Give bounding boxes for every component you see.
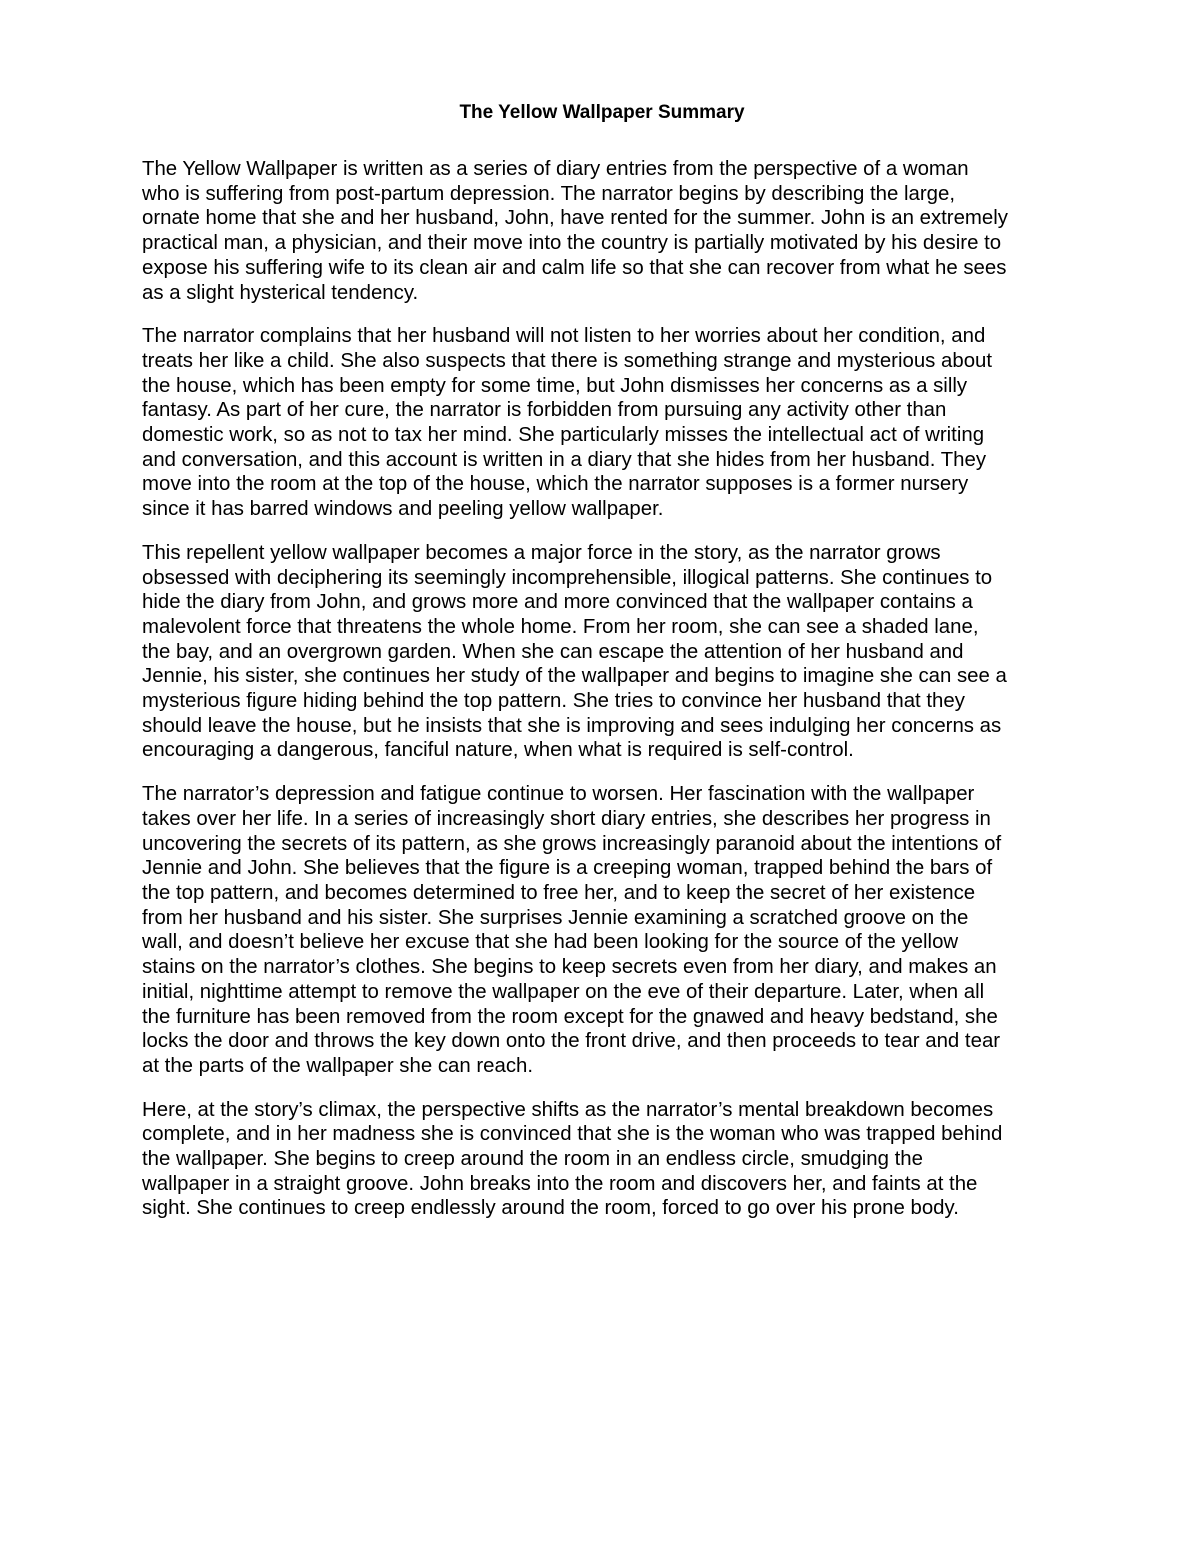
text-line: sight. She continues to creep endlessly around the room, forced to go over his prone body. xyxy=(142,1197,959,1220)
text-line: expose his suffering wife to its clean air and calm life so that she can recover from what he sees xyxy=(142,256,1007,279)
text-line: the wallpaper. She begins to creep around the room in an endless circle, smudging the xyxy=(142,1148,923,1171)
text-line: practical man, a physician, and their move into the country is partially motivated by his desire to xyxy=(142,232,1002,255)
text-line: complete, and in her madness she is convinced that she is the woman who was trapped behind xyxy=(142,1123,1003,1146)
text-line: This repellent yellow wallpaper becomes a major force in the story, as the narrator grows xyxy=(142,541,941,564)
text-line: Jennie and John. She believes that the figure is a creeping woman, trapped behind the bars of xyxy=(142,857,993,880)
paragraph-3 xyxy=(142,541,1062,763)
text-line: uncovering the secrets of its pattern, as she grows increasingly paranoid about the intentions of xyxy=(142,832,1002,855)
paragraph-list xyxy=(142,157,1062,1221)
document-title: The Yellow Wallpaper Summary xyxy=(459,102,745,123)
text-line: takes over her life. In a series of increasingly short diary entries, she describes her progress in xyxy=(142,807,991,830)
text-line: the bay, and an overgrown garden. When she can escape the attention of her husband and xyxy=(142,640,964,663)
text-line: hide the diary from John, and grows more and more convinced that the wallpaper contains a xyxy=(142,591,973,614)
text-line: malevolent force that threatens the whole home. From her room, she can see a shaded lane, xyxy=(142,615,979,638)
paragraph-5 xyxy=(142,1098,1062,1222)
text-line: the furniture has been removed from the room except for the gnawed and heavy bedstand, she xyxy=(142,1005,998,1028)
text-line: Jennie, his sister, she continues her study of the wallpaper and begins to imagine she can see a xyxy=(142,665,1007,688)
text-line: mysterious figure hiding behind the top pattern. She tries to convince her husband that they xyxy=(142,690,965,713)
text-line: should leave the house, but he insists that she is improving and sees indulging her concerns as xyxy=(142,714,1002,737)
text-line: as a slight hysterical tendency. xyxy=(142,281,419,304)
text-line: and conversation, and this account is written in a diary that she hides from her husband. They xyxy=(142,448,987,471)
text-line: at the parts of the wallpaper she can reach. xyxy=(142,1054,534,1077)
text-line: Here, at the story’s climax, the perspective shifts as the narrator’s mental breakdown becomes xyxy=(142,1098,994,1121)
paragraph-1 xyxy=(142,157,1062,305)
text-line: wall, and doesn’t believe her excuse that she had been looking for the source of the yellow xyxy=(142,931,959,954)
paragraph-4 xyxy=(142,782,1062,1078)
paragraph-2 xyxy=(142,324,1062,522)
text-line: obsessed with deciphering its seemingly incomprehensible, illogical patterns. She continues to xyxy=(142,566,993,589)
text-line: locks the door and throws the key down onto the front drive, and then proceeds to tear and tear xyxy=(142,1030,1001,1053)
text-line: who is suffering from post-partum depression. The narrator begins by describing the large, xyxy=(142,182,956,205)
text-line: the top pattern, and becomes determined to free her, and to keep the secret of her existence xyxy=(142,881,976,904)
text-line: the house, which has been empty for some time, but John dismisses her concerns as a silly xyxy=(142,374,968,397)
text-line: The Yellow Wallpaper is written as a series of diary entries from the perspective of a woman xyxy=(142,158,969,180)
text-line: treats her like a child. She also suspects that there is something strange and mysterious about xyxy=(142,349,993,372)
text-line: stains on the narrator’s clothes. She begins to keep secrets even from her diary, and makes an xyxy=(142,956,997,979)
text-line: move into the room at the top of the house, which the narrator supposes is a former nursery xyxy=(142,473,969,496)
text-line: The narrator’s depression and fatigue continue to worsen. Her fascination with the wallpaper xyxy=(142,783,975,806)
document-body xyxy=(142,100,1062,1240)
text-line: fantasy. As part of her cure, the narrator is forbidden from pursuing any activity other than xyxy=(142,399,947,422)
text-line: encouraging a dangerous, fanciful nature, when what is required is self-control. xyxy=(142,739,854,762)
text-line: The narrator complains that her husband will not listen to her worries about her condition, and xyxy=(142,325,986,348)
text-line: from her husband and his sister. She surprises Jennie examining a scratched groove on the xyxy=(142,906,969,929)
text-line: since it has barred windows and peeling yellow wallpaper. xyxy=(142,498,664,521)
text-line: wallpaper in a straight groove. John breaks into the room and discovers her, and faints at the xyxy=(142,1172,978,1195)
text-line: ornate home that she and her husband, John, have rented for the summer. John is an extremely xyxy=(142,207,1008,230)
text-line: initial, nighttime attempt to remove the wallpaper on the eve of their departure. Later, when all xyxy=(142,980,985,1003)
text-line: domestic work, so as not to tax her mind. She particularly misses the intellectual act of writing xyxy=(142,424,985,447)
